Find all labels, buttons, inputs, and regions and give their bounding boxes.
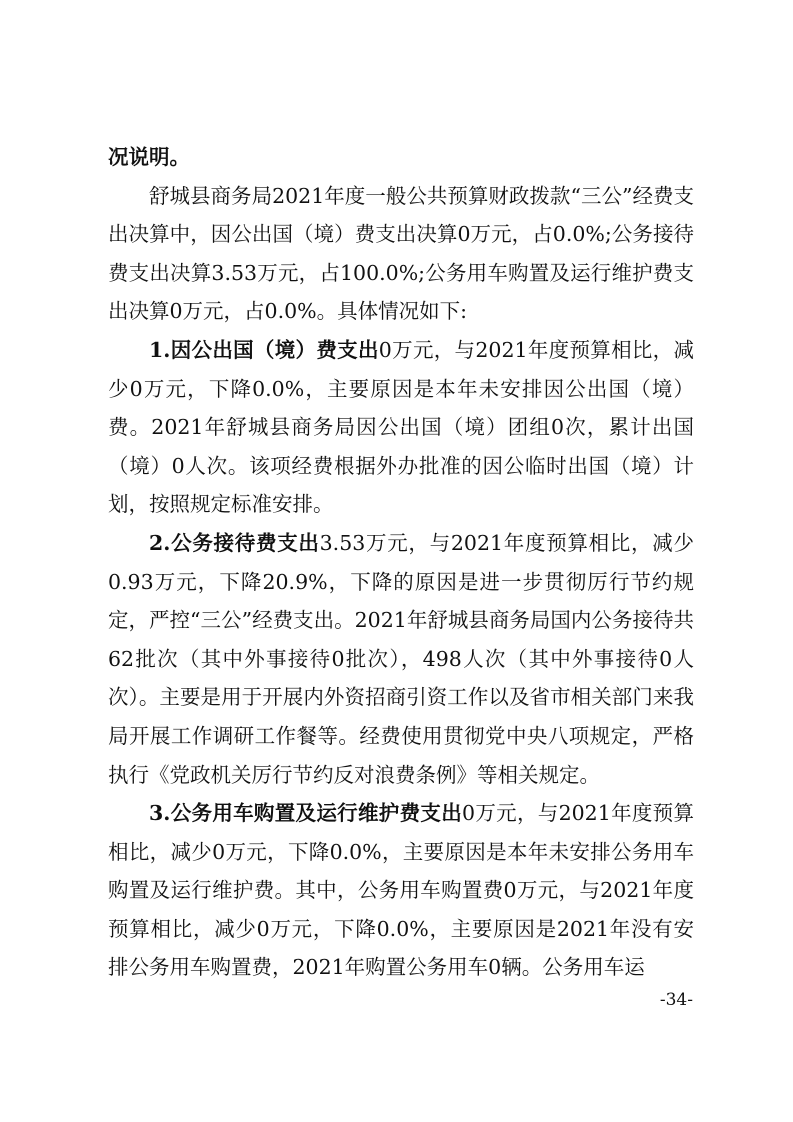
- section-2-text: 3.53万元，与2021年度预算相比，减少0.93万元，下降20.9%，下降的原因是进一步贯彻厉行节约规定，严控“三公”经费支出。2021年舒城县商务局国内公务接待共62批次（其中外事接待0批次），498人次（其中外事接待0人次）。主要是用于开展内外资招商引资工作以及省市相关部门来我局开展工作调研工作餐等。经费使用贯彻党中央八项规定，严格执行《党政机关厉行节约反对浪费条例》等相关规定。: [108, 530, 694, 787]
- opening-heading: 况说明。: [108, 145, 190, 169]
- page-number: -34-: [659, 990, 693, 1010]
- section-1-paragraph: [108, 331, 694, 524]
- section-3-paragraph: [108, 794, 694, 987]
- section-3-title: 3.公务用车购置及运行维护费支出: [149, 801, 463, 826]
- section-3-text: 0万元，与2021年度预算相比，减少0万元，下降0.0%，主要原因是本年未安排公务用车购置及运行维护费。其中，公务用车购置费0万元，与2021年度预算相比，减少0万元，下降0.0%，主要原因是2021年没有安排公务用车购置费，2021年购置公务用车0辆。公务用车运: [108, 801, 694, 980]
- document-body: [108, 138, 694, 987]
- section-2-title: 2.公务接待费支出: [149, 530, 320, 555]
- section-1-text: 0万元，与2021年度预算相比，减少0万元，下降0.0%，主要原因是本年未安排因公出国（境）费。2021年舒城县商务局因公出国（境）团组0次，累计出国（境）0人次。该项经费根据外办批准的因公临时出国（境）计划，按照规定标准安排。: [108, 337, 694, 517]
- intro-paragraph: 舒城县商务局2021年度一般公共预算财政拨款“三公”经费支出决算中，因公出国（境）费支出决算0万元，占0.0%;公务接待费支出决算3.53万元，占100.0%;公务用车购置及运行维护费支出决算0万元，占0.0%。具体情况如下:: [108, 183, 694, 324]
- section-1-title: 1.因公出国（境）费支出: [149, 337, 379, 362]
- section-2-paragraph: [108, 524, 694, 794]
